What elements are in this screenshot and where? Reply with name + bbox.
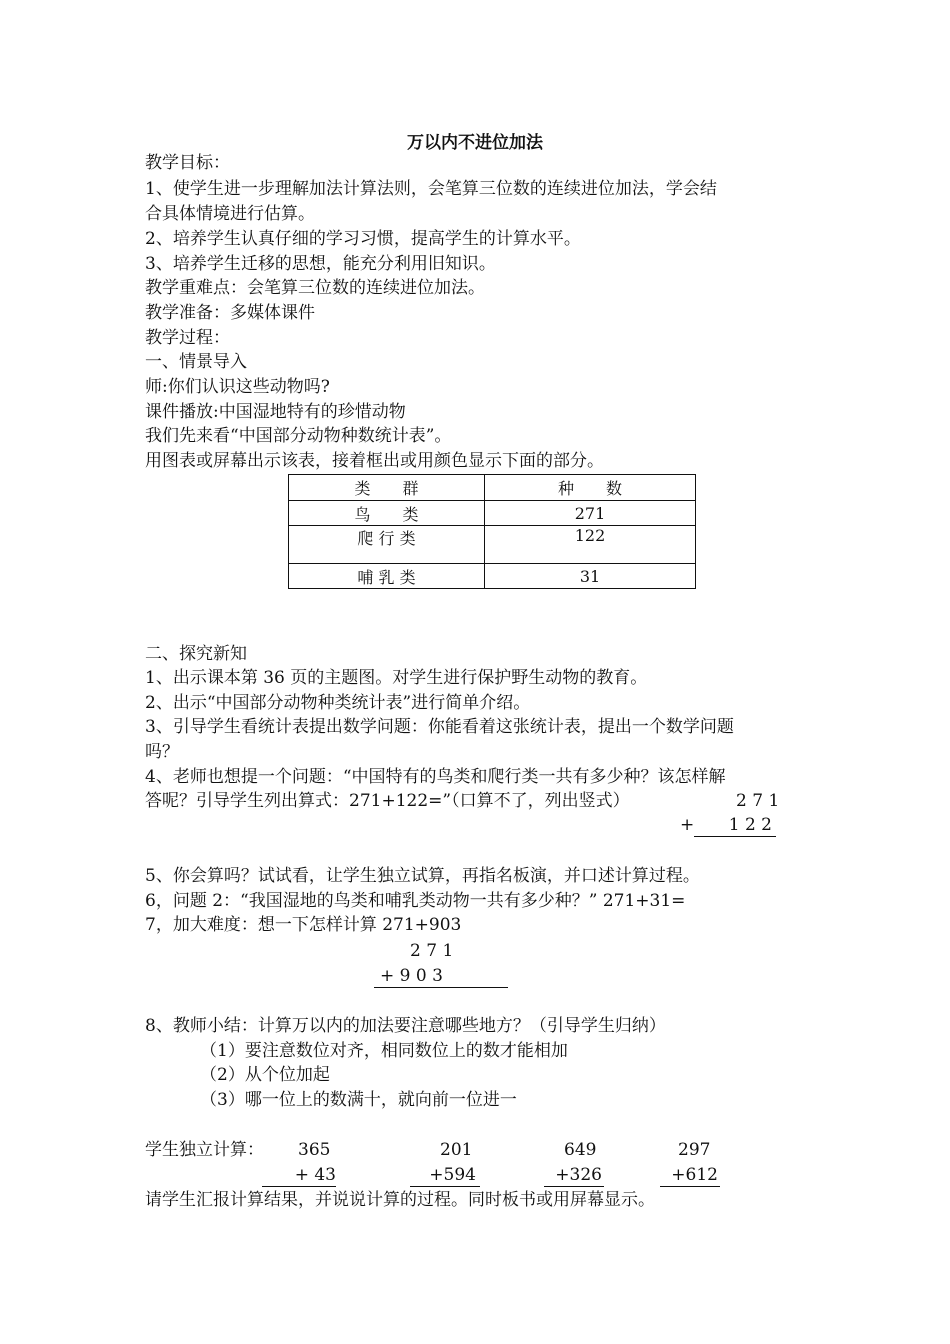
summary-rule-2: （2）从个位加起	[200, 1065, 330, 1085]
practice-1-top: 365	[298, 1140, 331, 1160]
s2-line-1: 1、出示课本第 36 页的主题图。对学生进行保护野生动物的教育。	[145, 668, 648, 688]
practice-3-top: 649	[564, 1140, 597, 1160]
objective-2: 2、培养学生认真仔细的学习习惯，提高学生的计算水平。	[145, 229, 581, 249]
section-1-heading: 一、情景导入	[145, 352, 247, 372]
s2-line-2: 2、出示“中国部分动物种类统计表”进行简单介绍。	[145, 693, 531, 713]
table-cell-name: 鸟 类	[289, 501, 485, 526]
table-header-count: 种 数	[485, 475, 696, 501]
s1-line-4: 用图表或屏幕出示该表，接着框出或用颜色显示下面的部分。	[145, 451, 604, 471]
vertical-calc-1-plus: +	[680, 815, 695, 835]
key-points: 教学重难点：会笔算三位数的连续进位加法。	[145, 278, 485, 298]
s2-line-3b: 吗？	[145, 742, 179, 762]
s2-line-3a: 3、引导学生看统计表提出数学问题：你能看着这张统计表，提出一个数学问题	[145, 717, 734, 737]
s1-line-2: 课件播放:中国湿地特有的珍惜动物	[145, 402, 406, 422]
practice-2-top: 201	[440, 1140, 473, 1160]
s2-line-4b: 答呢？引导学生列出算式：271+122=”（口算不了，列出竖式）	[145, 791, 630, 811]
vertical-calc-2-bottom: + 9 0 3	[374, 965, 508, 988]
vertical-calc-1-top: 2 7 1	[736, 791, 780, 811]
practice-label: 学生独立计算：	[145, 1140, 264, 1160]
closing-line: 请学生汇报计算结果，并说说计算的过程。同时板书或用屏幕显示。	[145, 1190, 655, 1210]
practice-4-bottom: +612	[660, 1164, 720, 1187]
objective-1b: 合具体情境进行估算。	[145, 204, 315, 224]
s2-line-6: 6，问题 2：“我国湿地的鸟类和哺乳类动物一共有多少种？” 271+31=	[145, 891, 686, 911]
table-header-group: 类 群	[289, 475, 485, 501]
table-cell-name: 哺 乳 类	[289, 564, 485, 589]
practice-2-bottom: +594	[410, 1164, 480, 1187]
section-2-heading: 二、探究新知	[145, 644, 247, 664]
summary-rule-1: （1）要注意数位对齐，相同数位上的数才能相加	[200, 1041, 568, 1061]
table-header-row	[289, 475, 696, 501]
summary-rule-3: （3）哪一位上的数满十，就向前一位进一	[200, 1090, 517, 1110]
s1-line-1: 师:你们认识这些动物吗?	[145, 377, 330, 397]
vertical-calc-2-top: 2 7 1	[410, 941, 454, 961]
preparation: 教学准备：多媒体课件	[145, 303, 315, 323]
practice-1-bottom: + 43	[262, 1164, 336, 1187]
animal-species-table	[288, 474, 696, 589]
table-cell-count: 31	[485, 564, 696, 589]
page-title: 万以内不进位加法	[407, 133, 543, 153]
s2-line-7: 7，加大难度：想一下怎样计算 271+903	[145, 915, 462, 935]
table-cell-count: 271	[485, 501, 696, 526]
s2-line-5: 5、你会算吗？试试看，让学生独立试算，再指名板演，并口述计算过程。	[145, 866, 700, 886]
objective-1a: 1、使学生进一步理解加法计算法则，会笔算三位数的连续进位加法，学会结	[145, 179, 717, 199]
table-row	[289, 526, 696, 564]
vertical-calc-1-bottom: 1 2 2	[694, 814, 776, 837]
table-row	[289, 564, 696, 589]
table-cell-count: 122	[485, 526, 696, 564]
table-row	[289, 501, 696, 526]
s1-line-3: 我们先来看“中国部分动物种数统计表”。	[145, 426, 452, 446]
process-heading: 教学过程：	[145, 328, 230, 348]
table-cell-name: 爬 行 类	[289, 526, 485, 564]
practice-3-bottom: +326	[544, 1164, 604, 1187]
s2-line-8: 8、教师小结：计算万以内的加法要注意哪些地方？（引导学生归纳）	[145, 1016, 666, 1036]
s2-line-4a: 4、老师也想提一个问题：“中国特有的鸟类和爬行类一共有多少种？该怎样解	[145, 767, 726, 787]
practice-4-top: 297	[678, 1140, 711, 1160]
objectives-heading: 教学目标：	[145, 153, 230, 173]
objective-3: 3、培养学生迁移的思想，能充分利用旧知识。	[145, 254, 496, 274]
